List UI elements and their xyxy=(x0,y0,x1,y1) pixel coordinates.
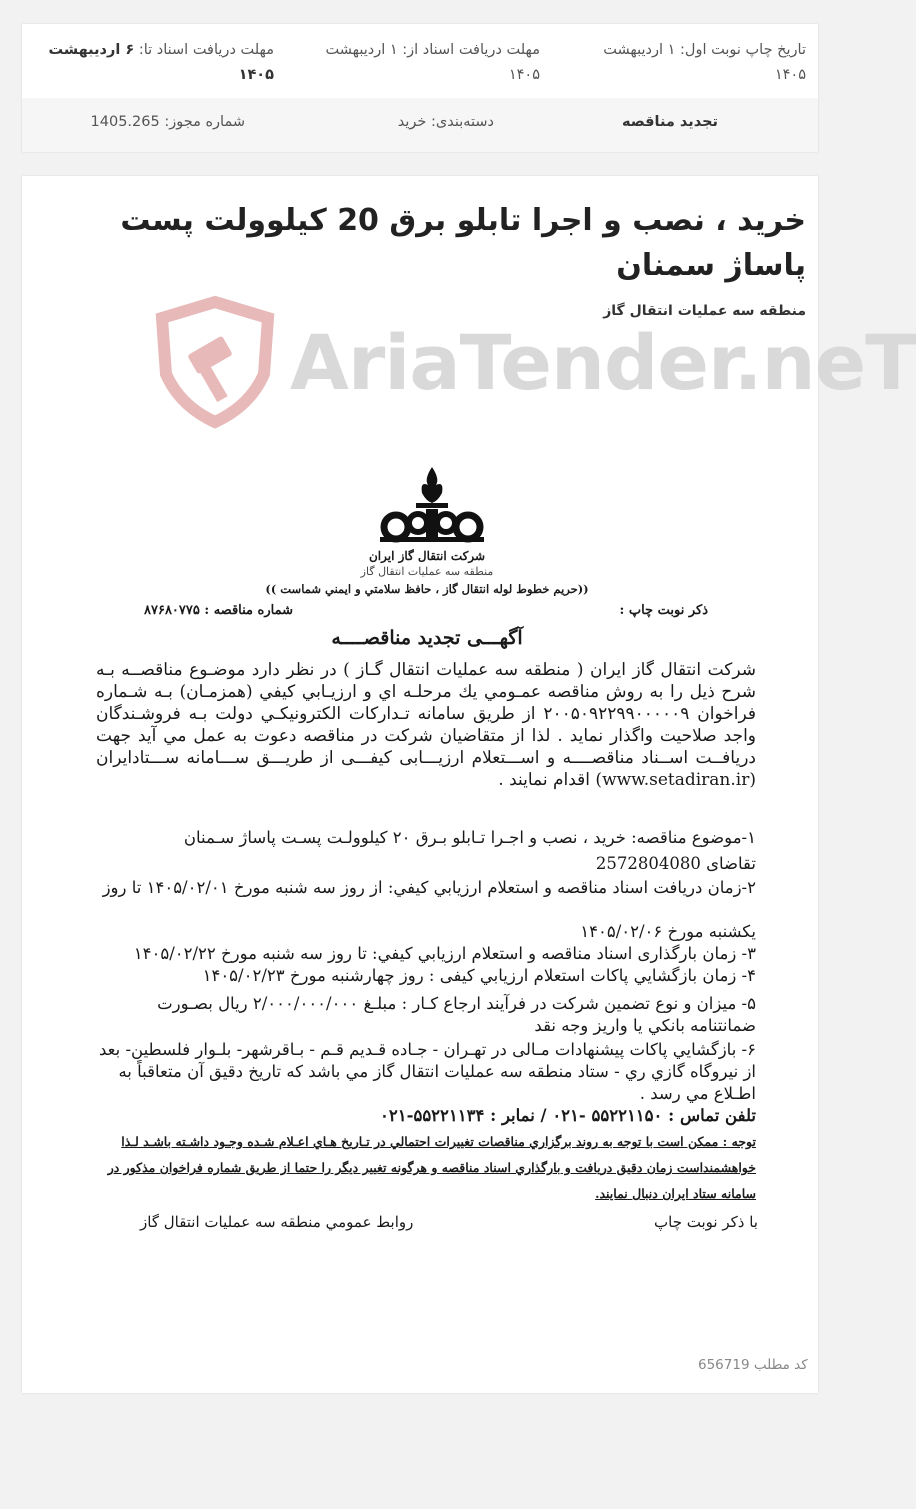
contact-phone: تلفن تماس : ۵۵۲۲۱۱۵۰ -۰۲۱ / نمابر : ۵۵۲۲۱۱۳۴-۰۲۱ xyxy=(380,1106,756,1125)
company-name: شركت انتقال گاز ايران xyxy=(368,549,486,563)
notice-footer xyxy=(92,1213,762,1237)
page-title: خرید ، نصب و اجرا تابلو برق 20 کیلوولت پست پاساژ سمنان xyxy=(120,203,806,283)
notice-intro: شركت انتقال گاز ايران ( منطقه سه عمليات انتقال گـاز ) در نظر دارد موضـوع مناقصــه بـه شرح ذيل را به روش مناقصه عمـومي يك مرحلـه اي و ارزيـابي كيفي (همزمـان) بـه شـماره فراخوان ۲۰۰۵۰۹۲۲۹۹۰۰۰۰۰۹ از طريق سامانه تـداركات الكترونيكـي دولت بـه فروشـندگان واجد صلاحيت واگذار نمايد . لذا از متقاضيان شركت در مناقصه دعوت به عمل مي آيد جهت دريافــت اســناد مناقصــــه و اســـتعلام ارزيـــابی كيفـــی از طريـــق ســـامانه ســـتادايران (www.setadiran.ir) اقدام نمايند . xyxy=(96,660,756,790)
region-name: منطقه سه عمليات انتقال گاز xyxy=(360,565,494,578)
article-code: کد مطلب 656719 xyxy=(698,1357,808,1373)
tender-info-card xyxy=(22,24,818,152)
watermark xyxy=(150,296,916,436)
notice-note: توجه : ممكن است با توجه به روند برگزاري مناقصات تغييرات احتمالي در تـاريخ هـاي اعـلام شـده وجـود داشـته باشـد لـذا خواهشمنداست زمان دقيق دريافت و بارگذاري اسناد مناقصه و هرگونه تغيير ديگر را حتما از طريق شماره فراخوان مذكور در سامانه ستاد ايران دنبال نمايند. xyxy=(107,1134,756,1201)
receive-from-date: مهلت دریافت اسناد از: ۱ اردیبهشت ۱۴۰۵ xyxy=(325,42,540,83)
notice-heading: آگهـــی تجدید مناقصــــه xyxy=(331,627,523,649)
permit-number: شماره مجوز: 1405.265 xyxy=(90,114,245,130)
print-ref: ذكر نوبت چاپ : xyxy=(619,603,708,618)
item-5: ۵- ميزان و نوع تضمين شركت در فرآيند ارجاع كـار : مبلـغ ۲/۰۰۰/۰۰۰/۰۰۰ ريال بصـورت ضمانتنامه بانكي يا واريز وجه نقد xyxy=(157,994,756,1035)
organization-name: منطقه سه عملیات انتقال گاز xyxy=(603,303,806,319)
notice-meta xyxy=(92,603,762,625)
dates-row xyxy=(22,24,818,98)
item-4: ۴- زمان بازگشايي پاكات استعلام ارزيابي كيفی : روز چهارشنبه مورخ ۱۴۰۵/۰۲/۲۳ xyxy=(202,966,756,985)
shield-icon xyxy=(150,296,280,426)
receive-to-date: مهلت دریافت اسناد تا: ۶ اردیبهشت ۱۴۰۵ xyxy=(48,42,274,83)
tender-detail-card xyxy=(22,176,916,1393)
renewal-badge: تجدید مناقصه xyxy=(621,114,718,130)
item-6: ۶- بازگشايي پاكات پيشنهادات مـالی در تهـران - جـاده قـديم قـم - بـاقرشهر- بلـوار فلسطين- بعد از نيروگاه گازي ري - ستاد منطقه سه عمليات انتقال گاز مي باشد كه تاريخ دقيق آن متعاقباً به اطـلاع مي رسد . xyxy=(98,1040,756,1103)
tender-number: شماره مناقصه : ۸۷۶۸۰۷۷۵ xyxy=(144,603,293,618)
slogan: ((حريم خطوط لوله انتقال گاز ، حافظ سلامتي و ايمني شماست )) xyxy=(265,582,589,596)
item-1: ۱-موضوع مناقصه: خريد ، نصب و اجـرا تـابلو بـرق ۲۰ كيلوولـت پسـت پاساژ سـمنان xyxy=(183,828,756,847)
item-2: ۲-زمان دريافت اسناد مناقصه و استعلام ارزيابي كيفي: از روز سه شنبه مورخ ۱۴۰۵/۰۲/۰۱ تا روز xyxy=(102,878,756,897)
meta-row xyxy=(22,98,818,152)
item-1-request: تقاضای 2572804080 xyxy=(595,854,756,873)
watermark-text: AriaTender.neT xyxy=(290,318,916,407)
footer-print-ref: با ذكر نوبت چاپ xyxy=(654,1213,758,1231)
public-relations: روابط عمومي منطقه سه عمليات انتقال گاز xyxy=(140,1213,414,1231)
print-date: تاریخ چاپ نوبت اول: ۱ اردیبهشت ۱۴۰۵ xyxy=(603,42,806,83)
category: دسته‌بندی: خرید xyxy=(397,114,494,130)
item-2-end: يكشنبه مورخ ۱۴۰۵/۰۲/۰۶ xyxy=(580,922,756,941)
item-3: ۳- زمان بارگذاری اسناد مناقصه و استعلام ارزيابي كيفي: تا روز سه شنبه مورخ ۱۴۰۵/۰۲/۲۲ xyxy=(133,944,756,963)
company-logo-icon xyxy=(372,465,492,545)
